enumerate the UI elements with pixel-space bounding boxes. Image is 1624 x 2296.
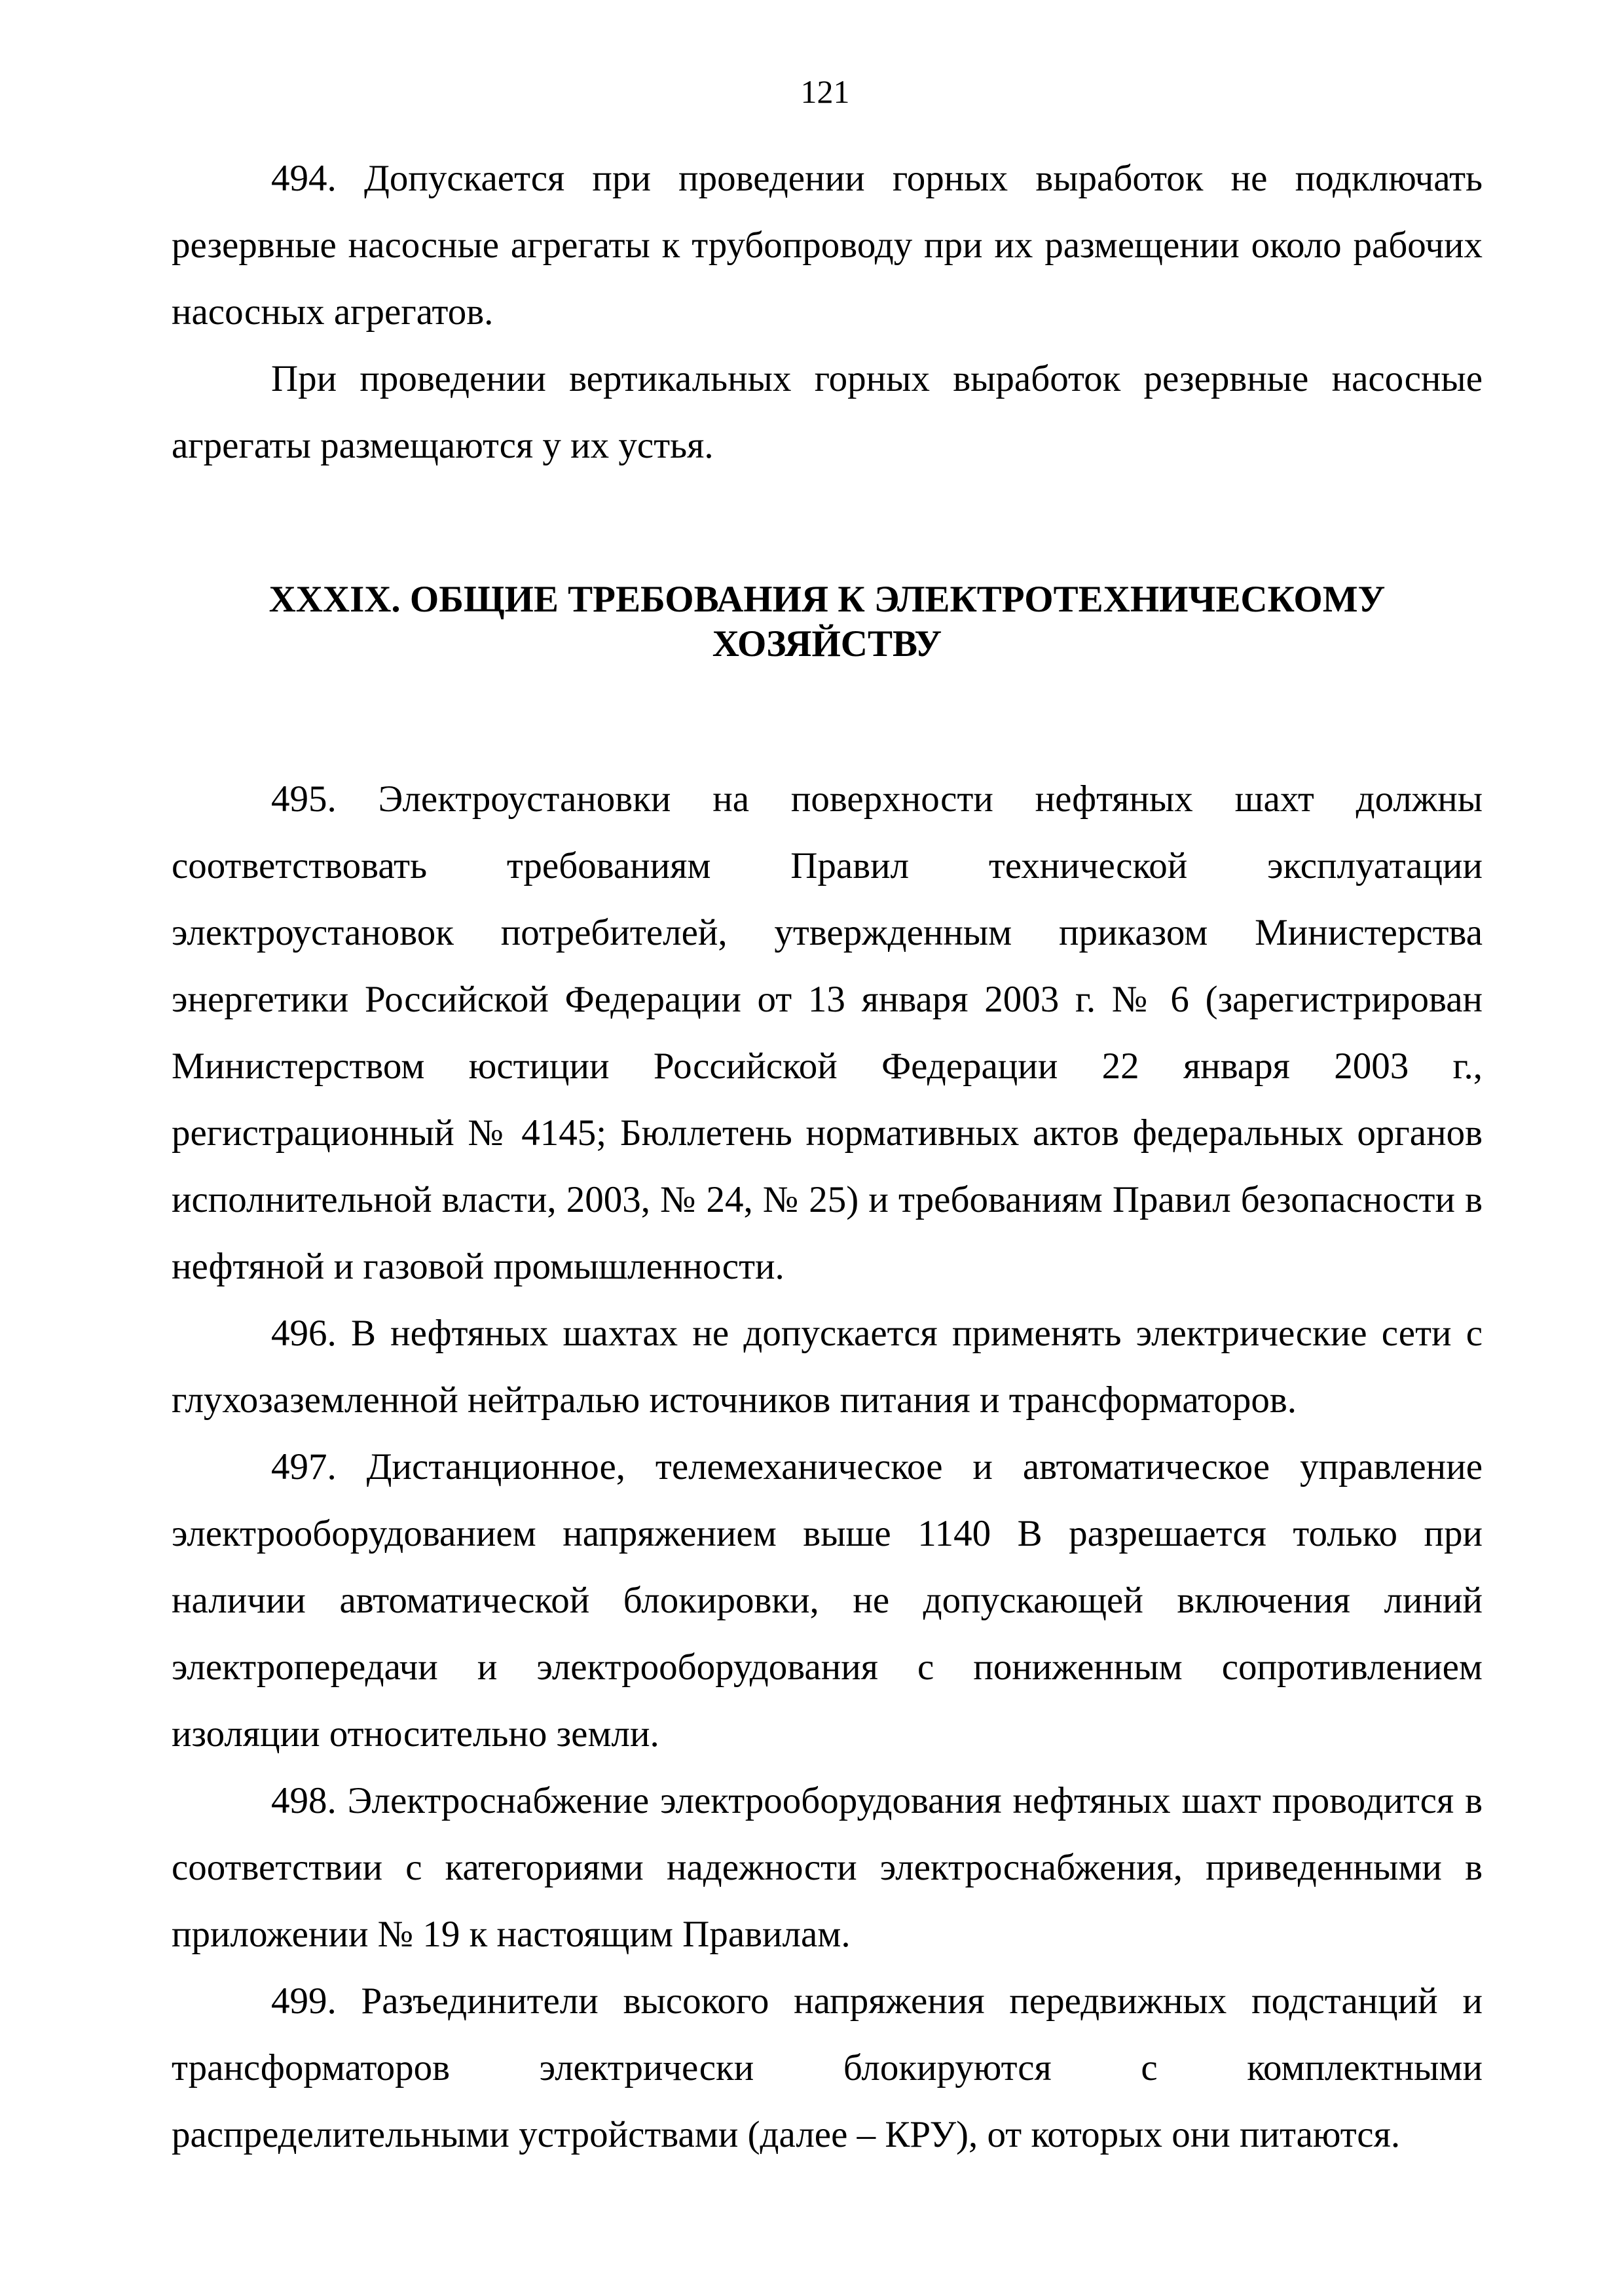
paragraph-498: 498. Электроснабжение электрооборудования нефтяных шахт проводится в соответствии с категориями надежности электроснабжения, приведенными в приложении № 19 к настоящим Правилам. bbox=[172, 1780, 1483, 1955]
page-number: 121 bbox=[800, 73, 850, 110]
paragraph-497: 497. Дистанционное, телемеханическое и автоматическое управление электрооборудованием напряжением выше 1140 В разрешается только при наличии автоматической блокировки, не допускающей включения линий электропередачи и электрооборудования с пониженным сопротивлением изоляции относительно земли. bbox=[172, 1446, 1483, 1755]
paragraph-494-continuation: При проведении вертикальных горных выработок резервные насосные агрегаты размещаются у их устья. bbox=[172, 358, 1483, 466]
section-heading bbox=[172, 577, 1483, 666]
section-heading-line-1: XXXIX. ОБЩИЕ ТРЕБОВАНИЯ К ЭЛЕКТРОТЕХНИЧЕСКОМУ bbox=[268, 579, 1386, 620]
paragraph-495: 495. Электроустановки на поверхности нефтяных шахт должны соответствовать требованиям Правил технической эксплуатации электроустановок потребителей, утвержденным приказом Министерства энергетики Российской Федерации от 13 января 2003 г. № 6 (зарегистрирован Министерством юстиции Российской Федерации 22 января 2003 г., регистрационный № 4145; Бюллетень нормативных актов федеральных органов исполнительной власти, 2003, № 24, № 25) и требованиям Правил безопасности в нефтяной и газовой промышленности. bbox=[172, 778, 1483, 1287]
section-heading-line-2: ХОЗЯЙСТВУ bbox=[712, 623, 942, 665]
paragraph-494: 494. Допускается при проведении горных выработок не подключать резервные насосные агрегаты к трубопроводу при их размещении около рабочих насосных агрегатов. bbox=[172, 158, 1483, 333]
document-body bbox=[172, 145, 1483, 2168]
paragraph-499: 499. Разъединители высокого напряжения передвижных подстанций и трансформаторов электрически блокируются с комплектными распределительными устройствами (далее – КРУ), от которых они питаются. bbox=[172, 1980, 1483, 2155]
paragraph-496: 496. В нефтяных шахтах не допускается применять электрические сети с глухозаземленной нейтралью источников питания и трансформаторов. bbox=[172, 1313, 1483, 1421]
